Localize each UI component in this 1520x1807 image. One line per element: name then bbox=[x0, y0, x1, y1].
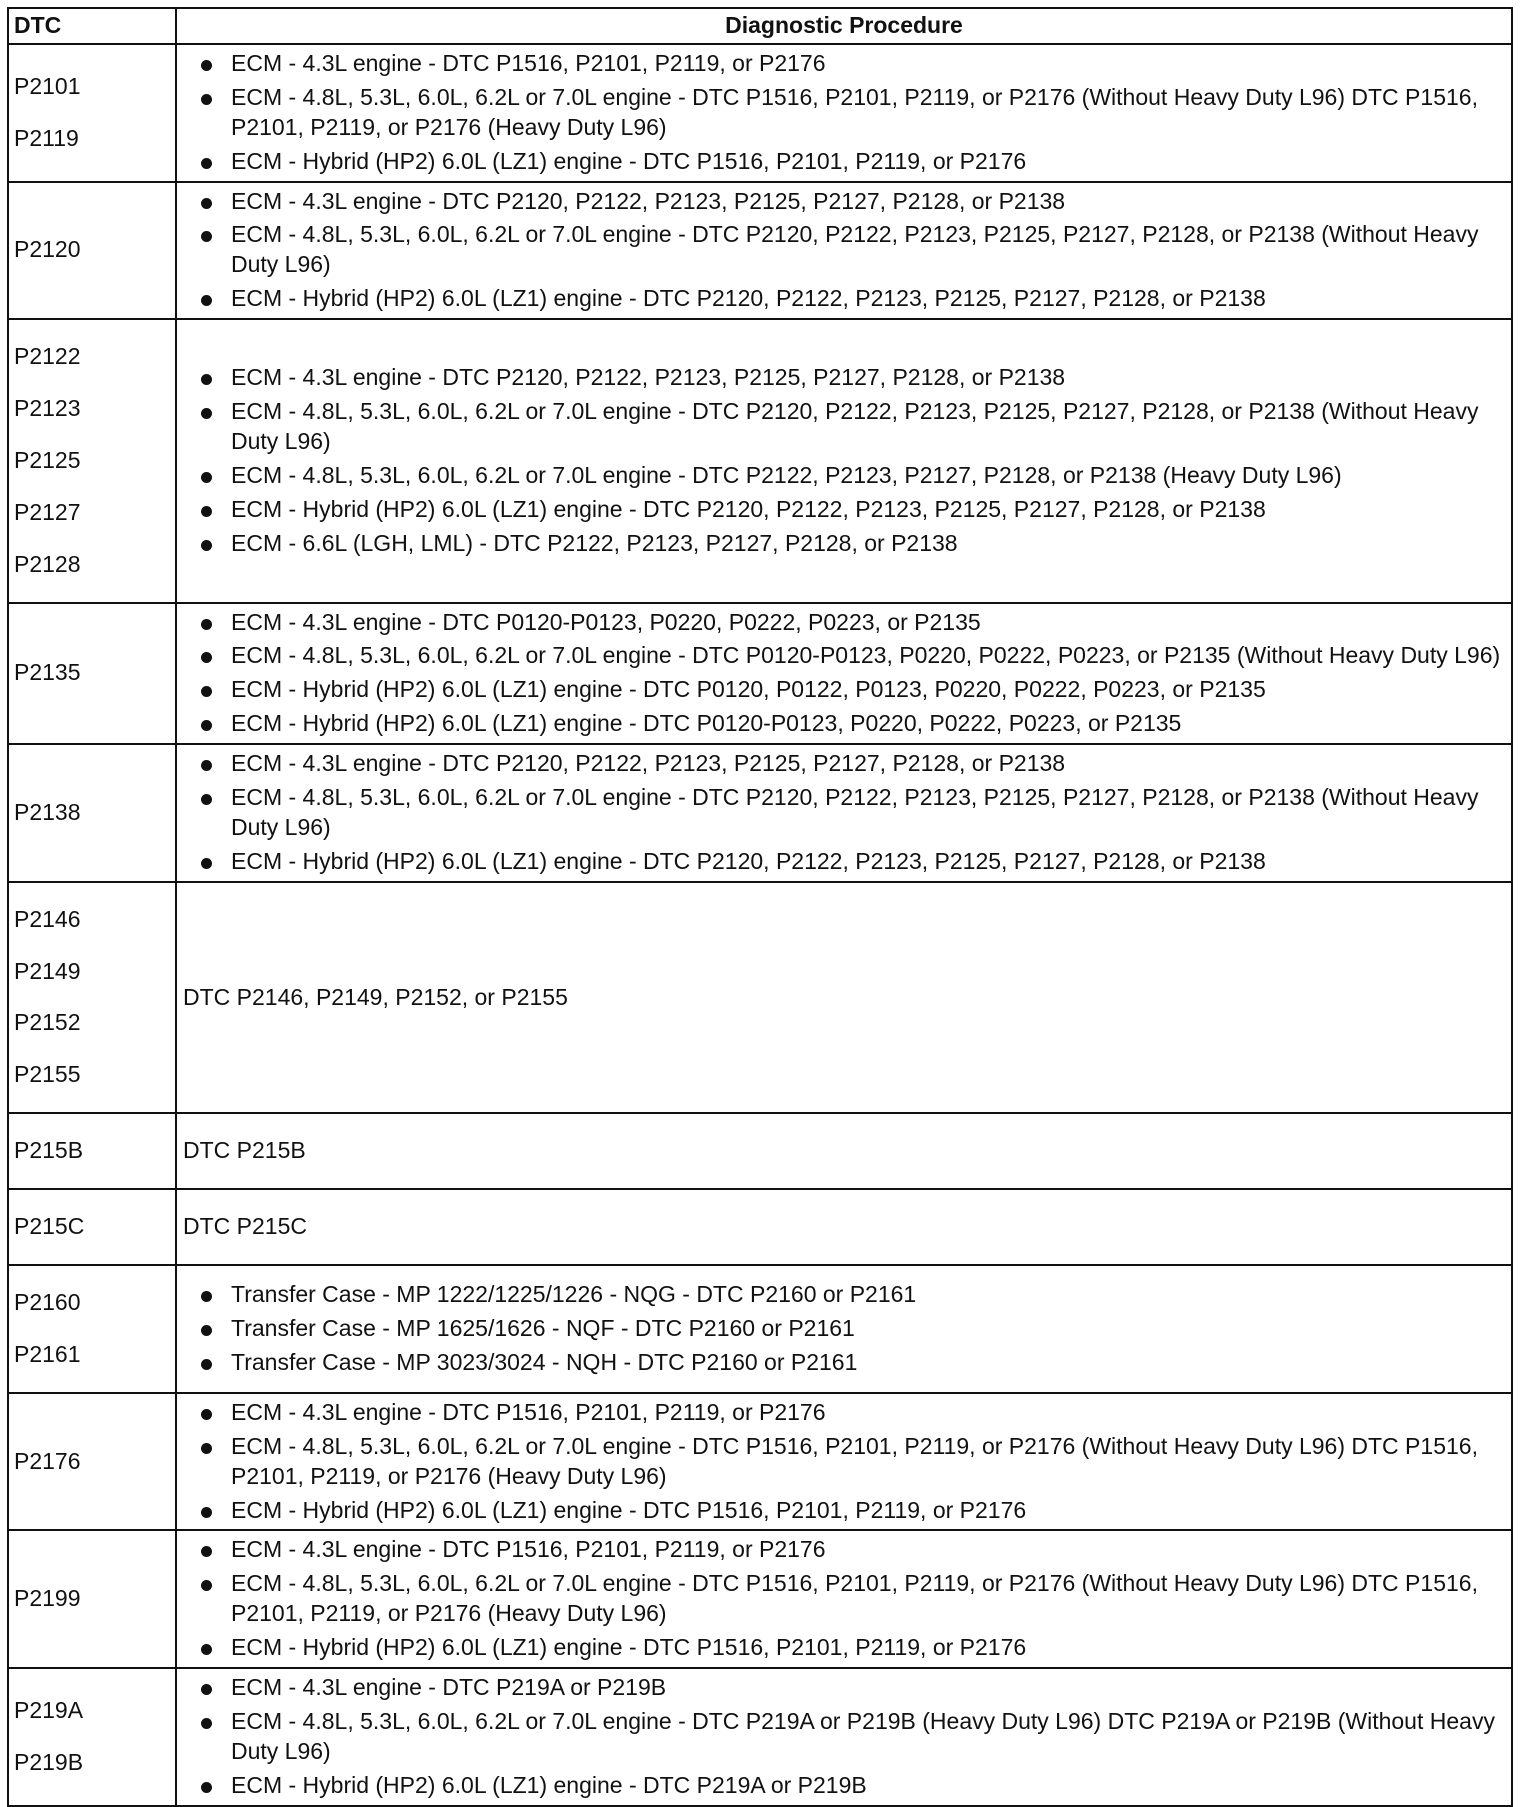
procedure-list bbox=[197, 1398, 1503, 1526]
dtc-code: P2128 bbox=[14, 550, 81, 577]
procedure-item: ECM - 4.8L, 5.3L, 6.0L, 6.2L or 7.0L engine - DTC P0120-P0123, P0220, P0222, P0223, or P2135 (Without Heavy Duty L96) bbox=[197, 641, 1503, 671]
dtc-code: P2176 bbox=[14, 1447, 81, 1474]
dtc-code: P2199 bbox=[14, 1585, 81, 1612]
table-row bbox=[8, 44, 1512, 182]
procedure-item: ECM - 4.3L engine - DTC P1516, P2101, P2119, or P2176 bbox=[197, 49, 1503, 79]
procedure-cell bbox=[176, 1265, 1512, 1393]
procedure-cell bbox=[176, 182, 1512, 320]
procedure-item: ECM - Hybrid (HP2) 6.0L (LZ1) engine - DTC P2120, P2122, P2123, P2125, P2127, P2128, or P2138 bbox=[197, 284, 1503, 314]
procedure-text: DTC P215C bbox=[183, 1213, 307, 1240]
procedure-item: ECM - 4.3L engine - DTC P1516, P2101, P2119, or P2176 bbox=[197, 1398, 1503, 1428]
dtc-cell bbox=[8, 1668, 176, 1806]
dtc-code: P2119 bbox=[14, 124, 79, 151]
header-row bbox=[8, 8, 1512, 44]
dtc-cell bbox=[8, 319, 176, 602]
procedure-cell bbox=[176, 1668, 1512, 1806]
dtc-code: P2155 bbox=[14, 1061, 81, 1088]
table-row bbox=[8, 1668, 1512, 1806]
procedure-item: ECM - 4.8L, 5.3L, 6.0L, 6.2L or 7.0L engine - DTC P1516, P2101, P2119, or P2176 (Without Heavy Duty L96) DTC P1516, P2101, P2119, or P2176 (Heavy Duty L96) bbox=[197, 1432, 1503, 1492]
procedure-item: ECM - 4.8L, 5.3L, 6.0L, 6.2L or 7.0L engine - DTC P2120, P2122, P2123, P2125, P2127, P2128, or P2138 (Without Heavy Duty L96) bbox=[197, 783, 1503, 843]
procedure-cell bbox=[176, 882, 1512, 1114]
dtc-code: P2120 bbox=[14, 236, 81, 263]
dtc-cell bbox=[8, 603, 176, 745]
dtc-code: P2138 bbox=[14, 798, 81, 825]
table-row bbox=[8, 603, 1512, 745]
dtc-cell bbox=[8, 44, 176, 182]
procedure-cell bbox=[176, 44, 1512, 182]
dtc-code: P2152 bbox=[14, 1009, 81, 1036]
procedure-item: ECM - Hybrid (HP2) 6.0L (LZ1) engine - DTC P1516, P2101, P2119, or P2176 bbox=[197, 1633, 1503, 1663]
procedure-item: ECM - Hybrid (HP2) 6.0L (LZ1) engine - DTC P1516, P2101, P2119, or P2176 bbox=[197, 1496, 1503, 1526]
table-row bbox=[8, 1265, 1512, 1393]
procedure-list bbox=[197, 187, 1503, 315]
table-row bbox=[8, 1393, 1512, 1531]
procedure-list bbox=[197, 749, 1503, 877]
procedure-cell bbox=[176, 319, 1512, 602]
procedure-item: ECM - Hybrid (HP2) 6.0L (LZ1) engine - DTC P2120, P2122, P2123, P2125, P2127, P2128, or P2138 bbox=[197, 847, 1503, 877]
table-row bbox=[8, 182, 1512, 320]
dtc-code: P2161 bbox=[14, 1340, 81, 1367]
dtc-cell bbox=[8, 1530, 176, 1668]
dtc-code: P2122 bbox=[14, 343, 81, 370]
table-row bbox=[8, 882, 1512, 1114]
table-row bbox=[8, 1530, 1512, 1668]
dtc-code: P2135 bbox=[14, 659, 81, 686]
dtc-table bbox=[7, 7, 1513, 1807]
procedure-item: ECM - 4.3L engine - DTC P2120, P2122, P2123, P2125, P2127, P2128, or P2138 bbox=[197, 363, 1503, 393]
procedure-item: ECM - 4.8L, 5.3L, 6.0L, 6.2L or 7.0L engine - DTC P219A or P219B (Heavy Duty L96) DTC P219A or P219B (Without Heavy Duty L96) bbox=[197, 1707, 1503, 1767]
dtc-code: P2123 bbox=[14, 395, 81, 422]
procedure-item: ECM - Hybrid (HP2) 6.0L (LZ1) engine - DTC P219A or P219B bbox=[197, 1771, 1503, 1801]
procedure-item: Transfer Case - MP 1625/1626 - NQF - DTC P2160 or P2161 bbox=[197, 1314, 1503, 1344]
procedure-item: ECM - 4.8L, 5.3L, 6.0L, 6.2L or 7.0L engine - DTC P1516, P2101, P2119, or P2176 (Without Heavy Duty L96) DTC P1516, P2101, P2119, or P2176 (Heavy Duty L96) bbox=[197, 1569, 1503, 1629]
dtc-code: P2127 bbox=[14, 498, 81, 525]
procedure-item: ECM - 4.3L engine - DTC P2120, P2122, P2123, P2125, P2127, P2128, or P2138 bbox=[197, 187, 1503, 217]
procedure-item: Transfer Case - MP 3023/3024 - NQH - DTC P2160 or P2161 bbox=[197, 1348, 1503, 1378]
procedure-item: ECM - Hybrid (HP2) 6.0L (LZ1) engine - DTC P2120, P2122, P2123, P2125, P2127, P2128, or P2138 bbox=[197, 495, 1503, 525]
dtc-code: P2149 bbox=[14, 957, 81, 984]
dtc-code: P2101 bbox=[14, 72, 81, 99]
procedure-column-header: Diagnostic Procedure bbox=[176, 8, 1512, 44]
table-row bbox=[8, 1113, 1512, 1189]
dtc-column-header: DTC bbox=[8, 8, 176, 44]
dtc-cell bbox=[8, 1189, 176, 1265]
procedure-list bbox=[197, 1535, 1503, 1663]
table-row bbox=[8, 1189, 1512, 1265]
procedure-item: ECM - 4.3L engine - DTC P0120-P0123, P0220, P0222, P0223, or P2135 bbox=[197, 608, 1503, 638]
procedure-cell bbox=[176, 603, 1512, 745]
dtc-code: P219B bbox=[14, 1748, 84, 1775]
procedure-item: ECM - 4.8L, 5.3L, 6.0L, 6.2L or 7.0L engine - DTC P2122, P2123, P2127, P2128, or P2138 (Heavy Duty L96) bbox=[197, 461, 1503, 491]
procedure-item: ECM - Hybrid (HP2) 6.0L (LZ1) engine - DTC P1516, P2101, P2119, or P2176 bbox=[197, 147, 1503, 177]
procedure-list bbox=[197, 363, 1503, 558]
procedure-item: ECM - 4.8L, 5.3L, 6.0L, 6.2L or 7.0L engine - DTC P1516, P2101, P2119, or P2176 (Without Heavy Duty L96) DTC P1516, P2101, P2119, or P2176 (Heavy Duty L96) bbox=[197, 83, 1503, 143]
table-body bbox=[8, 44, 1512, 1806]
procedure-list bbox=[197, 1280, 1503, 1378]
dtc-code: P2125 bbox=[14, 446, 81, 473]
procedure-cell bbox=[176, 1530, 1512, 1668]
procedure-cell bbox=[176, 1113, 1512, 1189]
procedure-item: ECM - 4.3L engine - DTC P2120, P2122, P2123, P2125, P2127, P2128, or P2138 bbox=[197, 749, 1503, 779]
procedure-item: ECM - 4.8L, 5.3L, 6.0L, 6.2L or 7.0L engine - DTC P2120, P2122, P2123, P2125, P2127, P2128, or P2138 (Without Heavy Duty L96) bbox=[197, 220, 1503, 280]
procedure-cell bbox=[176, 1393, 1512, 1531]
dtc-code: P215B bbox=[14, 1137, 84, 1164]
procedure-item: ECM - Hybrid (HP2) 6.0L (LZ1) engine - DTC P0120, P0122, P0123, P0220, P0222, P0223, or P2135 bbox=[197, 675, 1503, 705]
dtc-cell bbox=[8, 1265, 176, 1393]
dtc-table-sheet bbox=[7, 7, 1513, 1798]
dtc-code: P215C bbox=[14, 1213, 85, 1240]
procedure-item: ECM - 6.6L (LGH, LML) - DTC P2122, P2123, P2127, P2128, or P2138 bbox=[197, 529, 1503, 559]
procedure-item: ECM - 4.8L, 5.3L, 6.0L, 6.2L or 7.0L engine - DTC P2120, P2122, P2123, P2125, P2127, P2128, or P2138 (Without Heavy Duty L96) bbox=[197, 397, 1503, 457]
dtc-code: P2146 bbox=[14, 905, 81, 932]
dtc-cell bbox=[8, 1393, 176, 1531]
procedure-item: ECM - 4.3L engine - DTC P1516, P2101, P2119, or P2176 bbox=[197, 1535, 1503, 1565]
procedure-item: ECM - Hybrid (HP2) 6.0L (LZ1) engine - DTC P0120-P0123, P0220, P0222, P0223, or P2135 bbox=[197, 709, 1503, 739]
table-row bbox=[8, 744, 1512, 882]
procedure-item: ECM - 4.3L engine - DTC P219A or P219B bbox=[197, 1673, 1503, 1703]
dtc-cell bbox=[8, 182, 176, 320]
procedure-list bbox=[197, 608, 1503, 740]
dtc-cell bbox=[8, 882, 176, 1114]
procedure-cell bbox=[176, 744, 1512, 882]
table-row bbox=[8, 319, 1512, 602]
dtc-cell bbox=[8, 1113, 176, 1189]
procedure-list bbox=[197, 1673, 1503, 1801]
procedure-text: DTC P2146, P2149, P2152, or P2155 bbox=[183, 983, 568, 1010]
dtc-code: P219A bbox=[14, 1696, 84, 1723]
procedure-list bbox=[197, 49, 1503, 177]
dtc-cell bbox=[8, 744, 176, 882]
procedure-item: Transfer Case - MP 1222/1225/1226 - NQG - DTC P2160 or P2161 bbox=[197, 1280, 1503, 1310]
procedure-text: DTC P215B bbox=[183, 1137, 306, 1164]
dtc-code: P2160 bbox=[14, 1289, 81, 1316]
procedure-cell bbox=[176, 1189, 1512, 1265]
